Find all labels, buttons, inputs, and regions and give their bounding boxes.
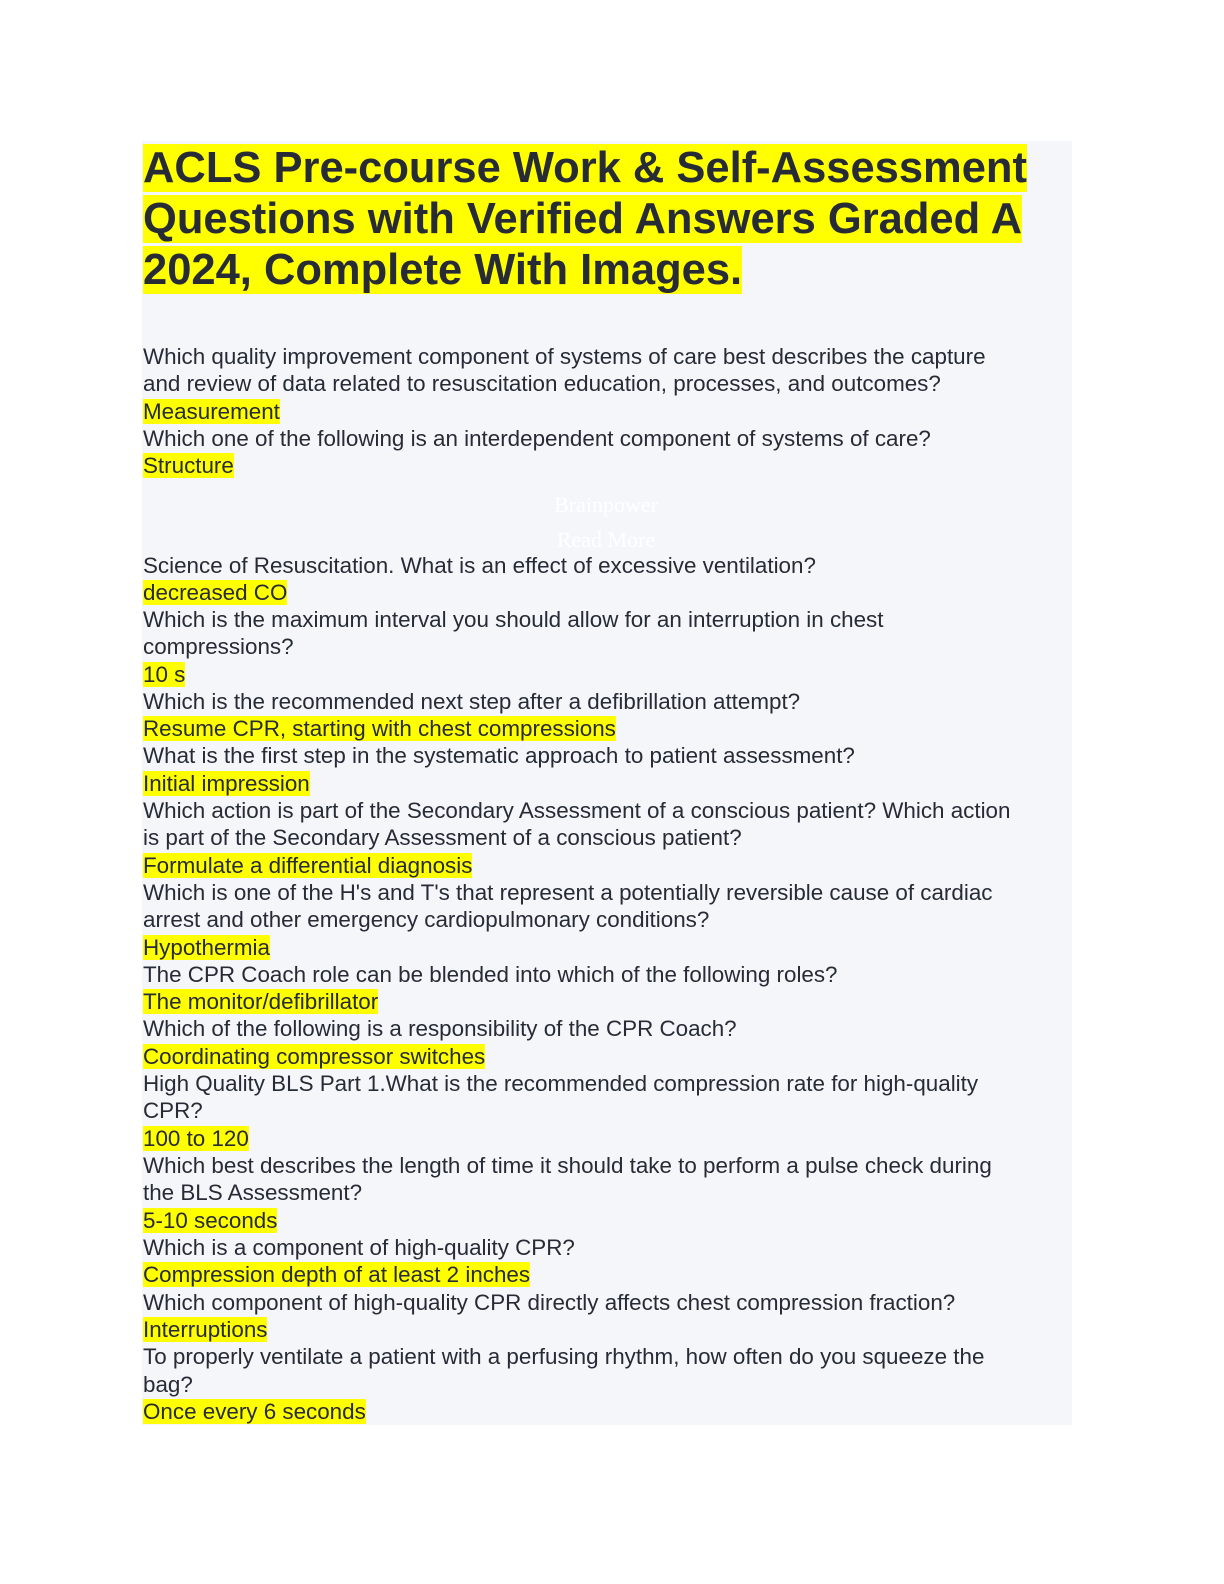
document-title (143, 143, 1068, 296)
answer-4-text: 10 s (143, 662, 186, 687)
question-2-line-1: Which one of the following is an interdependent component of systems of care? (143, 426, 931, 451)
question-4-line-1: Which is the maximum interval you should allow for an interruption in chest (143, 607, 884, 632)
answer-10 (143, 1043, 485, 1070)
answer-11 (143, 1125, 249, 1152)
question-6-line-1: What is the first step in the systematic approach to patient assessment? (143, 743, 855, 768)
answer-3-text: decreased CO (143, 580, 288, 605)
question-5-line-1: Which is the recommended next step after a defibrillation attempt? (143, 689, 801, 714)
answer-8 (143, 934, 270, 961)
watermark-read-more: Read More (556, 527, 656, 552)
question-12-line-1: Which best describes the length of time it should take to perform a pulse check during (143, 1153, 992, 1178)
document-title-text: ACLS Pre-course Work & Self-Assessment Questions with Verified Answers Graded A 2024, Complete With Images. (143, 144, 1027, 294)
watermark (300, 487, 912, 557)
answer-12 (143, 1207, 277, 1234)
answer-2 (143, 452, 234, 479)
answer-2-text: Structure (143, 453, 234, 478)
answer-8-text: Hypothermia (143, 935, 270, 960)
question-3-line-1: Science of Resuscitation. What is an effect of excessive ventilation? (143, 553, 816, 578)
answer-1 (143, 398, 280, 425)
question-8-line-1: Which is one of the H's and T's that represent a potentially reversible cause of cardiac (143, 880, 993, 905)
question-15-line-2: bag? (143, 1372, 193, 1397)
answer-10-text: Coordinating compressor switches (143, 1044, 486, 1069)
answer-13 (143, 1261, 530, 1288)
answer-4 (143, 661, 185, 688)
answer-15-text: Once every 6 seconds (143, 1399, 366, 1424)
answer-5 (143, 715, 616, 742)
answer-14-text: Interruptions (143, 1317, 268, 1342)
answer-12-text: 5-10 seconds (143, 1208, 278, 1233)
question-14-line-1: Which component of high-quality CPR directly affects chest compression fraction? (143, 1290, 956, 1315)
answer-9 (143, 988, 378, 1015)
answer-1-text: Measurement (143, 399, 280, 424)
question-11-line-2: CPR? (143, 1098, 203, 1123)
answer-3 (143, 579, 287, 606)
question-15-line-1: To properly ventilate a patient with a perfusing rhythm, how often do you squeeze the (143, 1344, 985, 1369)
question-7-line-2: is part of the Secondary Assessment of a conscious patient? (143, 825, 742, 850)
question-1-line-1: Which quality improvement component of systems of care best describes the capture (143, 344, 986, 369)
answer-11-text: 100 to 120 (143, 1126, 249, 1151)
answer-14 (143, 1316, 267, 1343)
answer-5-text: Resume CPR, starting with chest compressions (143, 716, 616, 741)
question-7-line-1: Which action is part of the Secondary Assessment of a conscious patient? Which action (143, 798, 1011, 823)
question-11-line-1: High Quality BLS Part 1.What is the recommended compression rate for high-quality (143, 1071, 979, 1096)
answer-13-text: Compression depth of at least 2 inches (143, 1262, 531, 1287)
question-13-line-1: Which is a component of high-quality CPR? (143, 1235, 575, 1260)
answer-7 (143, 852, 472, 879)
question-1-line-2: and review of data related to resuscitation education, processes, and outcomes? (143, 371, 941, 396)
answer-6-text: Initial impression (143, 771, 310, 796)
question-12-line-2: the BLS Assessment? (143, 1180, 363, 1205)
answer-15 (143, 1398, 366, 1425)
answer-7-text: Formulate a differential diagnosis (143, 853, 473, 878)
question-10-line-1: Which of the following is a responsibility of the CPR Coach? (143, 1016, 737, 1041)
watermark-brainpower: Brainpower (554, 492, 658, 517)
answer-6 (143, 770, 310, 797)
question-8-line-2: arrest and other emergency cardiopulmonary conditions? (143, 907, 710, 932)
question-9-line-1: The CPR Coach role can be blended into which of the following roles? (143, 962, 838, 987)
answer-9-text: The monitor/defibrillator (143, 989, 379, 1014)
question-4-line-2: compressions? (143, 634, 294, 659)
